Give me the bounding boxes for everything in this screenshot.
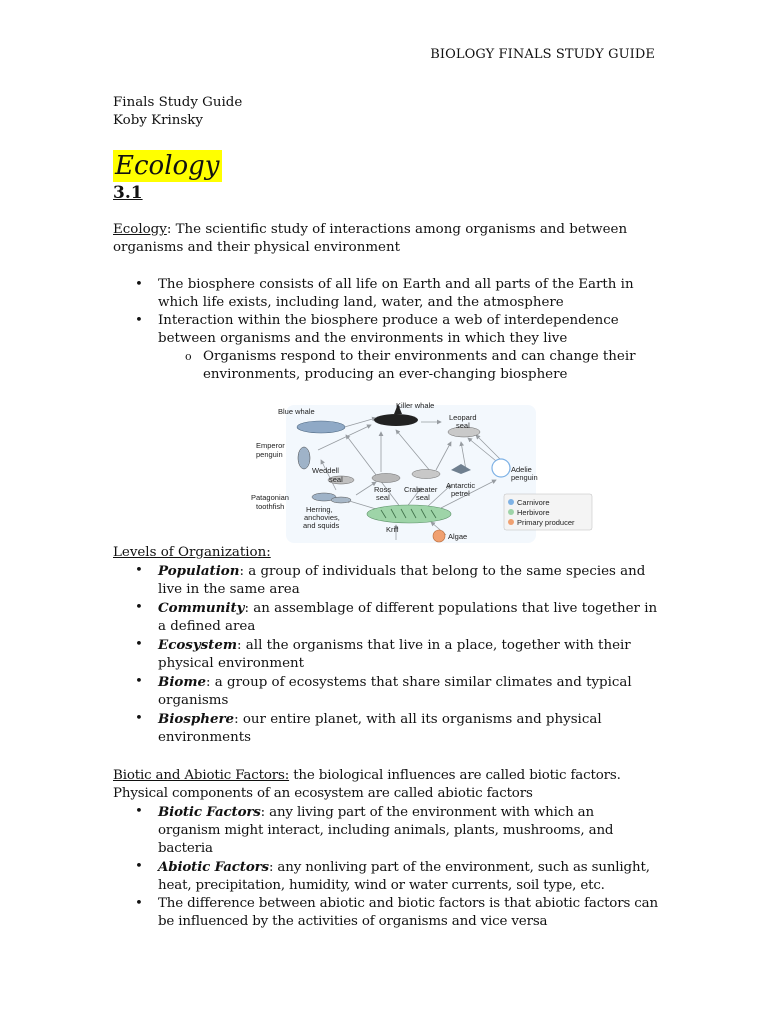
levels-heading: Levels of Organization:: [113, 545, 271, 560]
definition-text: : a group of ecosystems that share similar climates and typical organisms: [158, 675, 632, 708]
factors-heading: Biotic and Abiotic Factors:: [113, 768, 290, 783]
levels-section: [113, 544, 658, 747]
legend-primary-producer: Primary producer: [517, 518, 575, 527]
term-biome: Biome: [158, 674, 207, 690]
antarctic-food-web-diagram: [246, 400, 596, 546]
label-antarctic-petrel: Antarctic: [446, 481, 476, 490]
term-biosphere: Biosphere: [158, 711, 235, 727]
label-krill: Krill: [386, 525, 399, 534]
label-herring-2: anchovies,: [304, 513, 340, 522]
herring-illustration: [331, 497, 351, 503]
term-abiotic-factors: Abiotic Factors: [158, 859, 269, 875]
term-ecosystem: Ecosystem: [158, 637, 238, 653]
label-antarctic-petrel-2: petrel: [451, 489, 470, 498]
algae-illustration: [433, 530, 445, 542]
legend-herbivore: Herbivore: [517, 508, 550, 517]
label-emperor-penguin: Emperor: [256, 441, 285, 450]
legend-swatch-carnivore: [508, 499, 514, 505]
label-leopard-seal: Leopard: [449, 413, 477, 422]
list-item: [113, 673, 658, 710]
label-patagonian-toothfish-2: toothfish: [256, 502, 285, 511]
killer-whale-illustration: [374, 414, 418, 426]
definition-text: : The scientific study of interactions among organisms and between organisms and their physical environment: [113, 222, 628, 255]
author-name: Koby Krinsky: [113, 113, 203, 128]
definition-text: : an assemblage of different populations that live together in a defined area: [158, 601, 658, 634]
blue-whale-illustration: [297, 421, 345, 433]
chapter-title: Ecology: [115, 151, 220, 181]
label-patagonian-toothfish: Patagonian: [251, 493, 289, 502]
krill-swarm-illustration: [367, 505, 451, 523]
definition-term: Ecology: [113, 222, 167, 237]
definition-text: : any living part of the environment with which an organism might interact, including animals, plants, mushrooms, and bacteria: [158, 805, 614, 856]
section-number: 3.1: [113, 183, 143, 203]
label-weddell-seal: Weddell: [312, 466, 339, 475]
label-herring-3: and squids: [303, 521, 340, 530]
ecology-definition: [113, 221, 658, 257]
crabeater-seal-illustration: [412, 470, 440, 479]
factors-intro: the biological influences are called biotic factors. Physical components of an ecosystem are called abiotic factors: [113, 768, 621, 801]
label-weddell-seal-2: seal: [329, 475, 343, 484]
sub-list-item: o Organisms respond to their environments and can change their environments, producing an ever-changing biosphere: [113, 348, 658, 384]
document-meta: [113, 94, 242, 130]
label-crabeater-seal: Crabeater: [404, 485, 438, 494]
definition-text: : all the organisms that live in a place, together with their physical environment: [158, 638, 631, 671]
term-population: Population: [158, 563, 240, 579]
list-item: • The biosphere consists of all life on Earth and all parts of the Earth in which life exists, including land, water, and the atmosphere: [113, 276, 658, 312]
definition-text: : our entire planet, with all its organisms and physical environments: [158, 712, 602, 745]
legend-carnivore: Carnivore: [517, 498, 550, 507]
factors-intro-paragraph: [113, 767, 658, 803]
label-adelie-penguin: Adelie: [511, 465, 532, 474]
label-algae: Algae: [448, 532, 468, 541]
term-community: Community: [158, 600, 245, 616]
emperor-penguin-illustration: [298, 447, 310, 469]
list-item: [113, 599, 658, 636]
label-killer-whale: Killer whale: [396, 401, 435, 410]
adelie-penguin-illustration: [492, 459, 510, 477]
definition-text: : any nonliving part of the environment, such as sunlight, heat, precipitation, humidity, wind or water currents, soil type, etc.: [158, 860, 650, 893]
list-item: [113, 562, 658, 599]
diagram-legend: [504, 494, 592, 530]
running-header: BIOLOGY FINALS STUDY GUIDE: [430, 47, 655, 62]
label-crabeater-seal-2: seal: [416, 493, 430, 502]
list-item: [113, 803, 658, 858]
legend-swatch-primary-producer: [508, 519, 514, 525]
list-item: [113, 895, 658, 931]
label-ross-seal-2: seal: [376, 493, 390, 502]
label-emperor-penguin-2: penguin: [256, 450, 283, 459]
label-ross-seal: Ross: [374, 485, 392, 494]
list-item: • Interaction within the biosphere produce a web of interdependence between organisms and the environments in which they live: [113, 312, 658, 348]
doc-title: Finals Study Guide: [113, 95, 243, 110]
list-item: [113, 858, 658, 895]
list-item: [113, 710, 658, 747]
legend-swatch-herbivore: [508, 509, 514, 515]
label-blue-whale: Blue whale: [278, 407, 315, 416]
term-biotic-factors: Biotic Factors: [158, 804, 261, 820]
difference-note: The difference between abiotic and biotic factors is that abiotic factors can be influenced by the activities of organisms and vice versa: [158, 896, 658, 929]
list-item: [113, 636, 658, 673]
label-adelie-penguin-2: penguin: [511, 473, 538, 482]
definition-text: : a group of individuals that belong to the same species and live in the same area: [158, 564, 646, 597]
ross-seal-illustration: [372, 474, 400, 483]
factors-section: [113, 767, 658, 931]
biosphere-bullets: [113, 276, 658, 384]
label-leopard-seal-2: seal: [456, 421, 470, 430]
label-herring: Herring,: [306, 505, 333, 514]
